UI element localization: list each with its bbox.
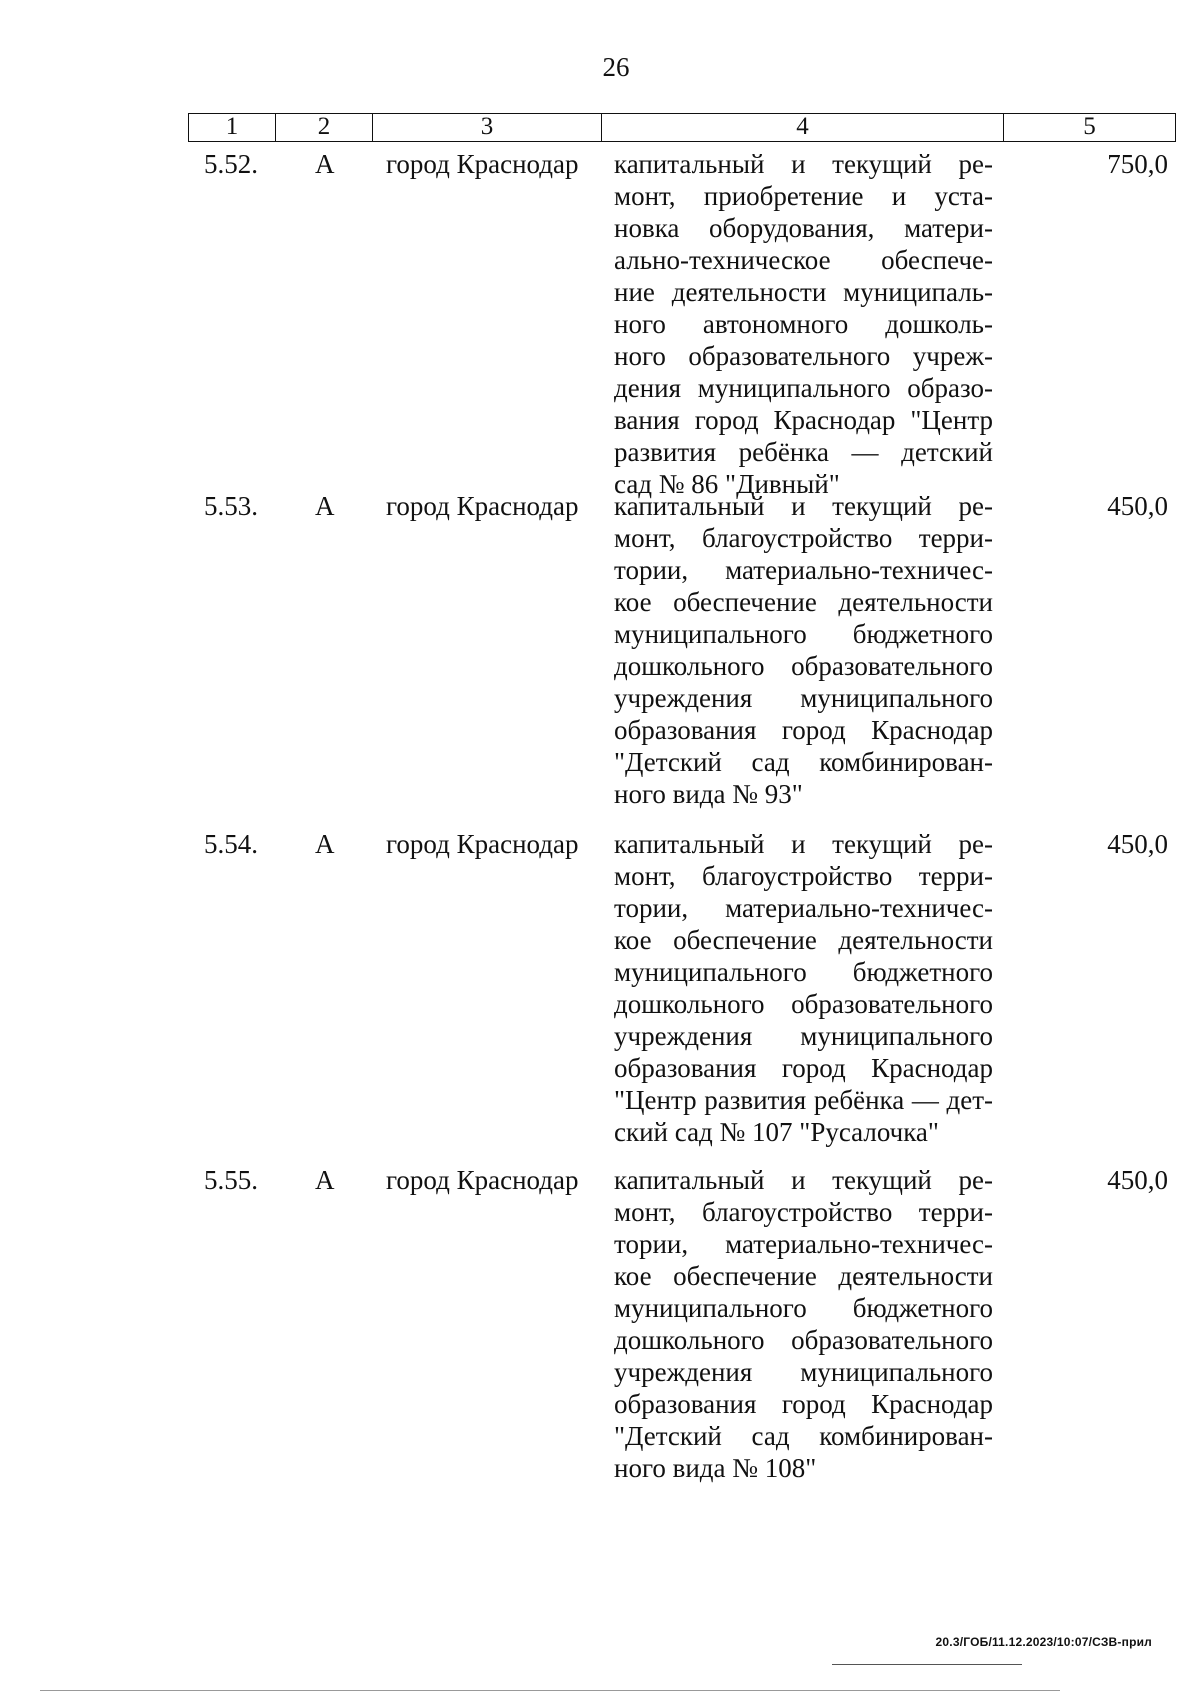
description-line: учреждения муниципального <box>614 1357 993 1387</box>
row-city: город Краснодар <box>386 829 579 859</box>
row-category: А <box>315 491 335 521</box>
description-line: тории, материально-техничес- <box>614 893 993 923</box>
row-city: город Краснодар <box>386 491 579 521</box>
description-line: муниципального бюджетного <box>614 957 993 987</box>
row-number: 5.55. <box>204 1165 258 1195</box>
row-city: город Краснодар <box>386 149 579 179</box>
description-line: тории, материально-техничес- <box>614 555 993 585</box>
description-line: учреждения муниципального <box>614 1021 993 1051</box>
table-header <box>188 113 1176 142</box>
description-line: кое обеспечение деятельности <box>614 587 993 617</box>
header-col-3: 3 <box>373 114 602 141</box>
description-line: ально-техническое обеспече- <box>614 245 993 275</box>
page-number: 26 <box>602 52 630 82</box>
row-description <box>614 828 993 1148</box>
row-number: 5.52. <box>204 149 258 179</box>
description-line: монт, благоустройство терри- <box>614 861 993 891</box>
description-line: ного автономного дошколь- <box>614 309 993 339</box>
description-line: образования город Краснодар <box>614 1389 993 1419</box>
description-line: монт, благоустройство терри- <box>614 1197 993 1227</box>
description-line: "Центр развития ребёнка — дет- <box>614 1085 993 1115</box>
description-line: образования город Краснодар <box>614 1053 993 1083</box>
description-line: капитальный и текущий ре- <box>614 829 993 859</box>
row-category: А <box>315 829 335 859</box>
description-line: дошкольного образовательного <box>614 1325 993 1355</box>
row-amount: 450,0 <box>1107 491 1168 521</box>
description-line: новка оборудования, матери- <box>614 213 993 243</box>
header-col-2: 2 <box>276 114 373 141</box>
row-number: 5.54. <box>204 829 258 859</box>
row-amount: 750,0 <box>1107 149 1168 179</box>
description-line: муниципального бюджетного <box>614 619 993 649</box>
row-amount: 450,0 <box>1107 829 1168 859</box>
row-number: 5.53. <box>204 491 258 521</box>
description-line: тории, материально-техничес- <box>614 1229 993 1259</box>
description-line: дошкольного образовательного <box>614 651 993 681</box>
row-description <box>614 148 993 500</box>
description-line: дения муниципального образо- <box>614 373 993 403</box>
description-line: вания город Краснодар "Центр <box>614 405 993 435</box>
description-line: муниципального бюджетного <box>614 1293 993 1323</box>
document-code: 20.3/ГОБ/11.12.2023/10:07/СЗВ-прил <box>935 1635 1152 1649</box>
row-description <box>614 490 993 810</box>
header-col-5: 5 <box>1083 113 1096 140</box>
description-line: капитальный и текущий ре- <box>614 1165 993 1195</box>
header-col-4: 4 <box>602 114 1004 141</box>
description-line: "Детский сад комбинирован- <box>614 747 993 777</box>
description-line: ного вида № 93" <box>614 779 803 809</box>
description-line: ский сад № 107 "Русалочка" <box>614 1117 939 1147</box>
row-category: А <box>315 1165 335 1195</box>
header-col-1: 1 <box>189 114 276 141</box>
description-line: ного образовательного учреж- <box>614 341 993 371</box>
row-category: А <box>315 149 335 179</box>
scan-line <box>40 1690 1060 1691</box>
scan-line <box>832 1664 1022 1665</box>
description-line: "Детский сад комбинирован- <box>614 1421 993 1451</box>
description-line: монт, благоустройство терри- <box>614 523 993 553</box>
description-line: учреждения муниципального <box>614 683 993 713</box>
description-line: ние деятельности муниципаль- <box>614 277 993 307</box>
description-line: сад № 86 "Дивный" <box>614 469 840 499</box>
description-line: кое обеспечение деятельности <box>614 925 993 955</box>
description-line: капитальный и текущий ре- <box>614 491 993 521</box>
row-city: город Краснодар <box>386 1165 579 1195</box>
row-description <box>614 1164 993 1484</box>
row-amount: 450,0 <box>1107 1165 1168 1195</box>
description-line: дошкольного образовательного <box>614 989 993 1019</box>
description-line: ного вида № 108" <box>614 1453 817 1483</box>
description-line: монт, приобретение и уста- <box>614 181 993 211</box>
description-line: развития ребёнка — детский <box>614 437 993 467</box>
description-line: капитальный и текущий ре- <box>614 149 993 179</box>
description-line: кое обеспечение деятельности <box>614 1261 993 1291</box>
description-line: образования город Краснодар <box>614 715 993 745</box>
